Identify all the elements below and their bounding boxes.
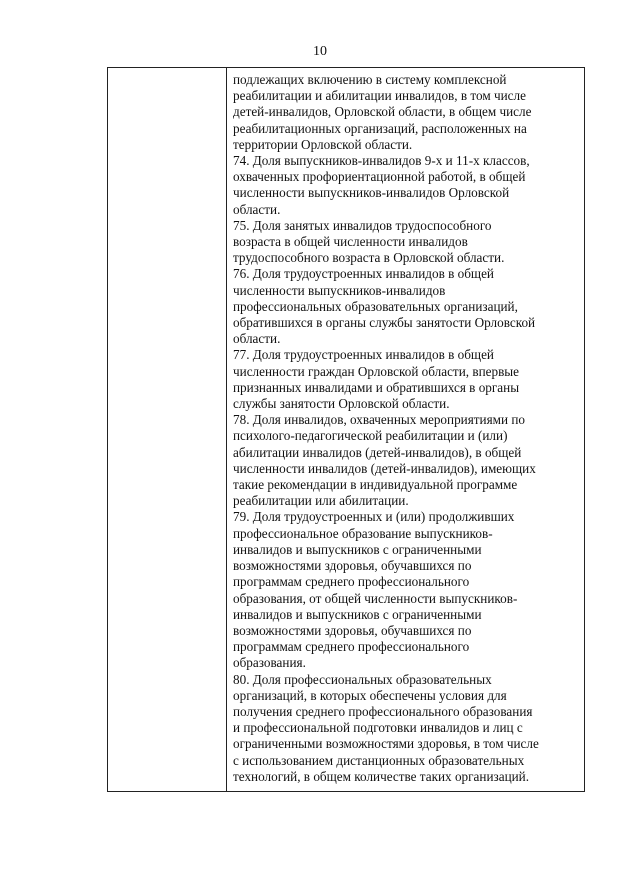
paragraph-item-77: 77. Доля трудоустроенных инвалидов в общей численности граждан Орловской области, впервые признанных инвалидами и обратившихся в органы службы занятости Орловской области. [233,347,520,412]
right-cell [227,68,585,792]
paragraph-item-74: 74. Доля выпускников-инвалидов 9-х и 11-х классов, охваченных профориентационной работой, в общей численности выпускников-инвалидов Орловской области. [233,153,530,217]
paragraph-item-75: 75. Доля занятых инвалидов трудоспособного возраста в общей численности инвалидов трудоспособного возраста в Орловской области. [233,217,505,266]
paragraph-continuation: подлежащих включению в систему комплексной реабилитации и абилитации инвалидов, в том числе детей-инвалидов, Орловской области, в общем числе реабилитационных организаций, расположенных на территории Орловской области. [233,72,532,152]
paragraph-item-76: 76. Доля трудоустроенных инвалидов в общей численности выпускников-инвалидов профессиональных образовательных организаций, обратившихся в органы службы занятости Орловской области. [233,266,536,347]
page-number: 10 [313,44,327,59]
left-cell [108,68,227,792]
paragraph-item-80: 80. Доля профессиональных образовательных организаций, в которых обеспечены условия для получения среднего профессионального образования и профессиональной подготовки инвалидов и лиц с ограниченными возможностями здоровья, в том числе с использованием дистанционных образовательных технологий, в общем количестве таких организаций. [233,671,539,784]
indicators-table [107,67,585,792]
paragraph-item-78: 78. Доля инвалидов, охваченных мероприятиями по психолого-педагогической реабилитации и (или) абилитации инвалидов (детей-инвалидов), в общей численности инвалидов (детей-инвалидов), имеющих такие рекомендации в индивидуальной программе реабилитации или абилитации. [233,412,536,509]
paragraph-item-79: 79. Доля трудоустроенных и (или) продолживших профессиональное образование выпускников- инвалидов и выпускников с ограниченными возможностями здоровья, обучавшихся по программам среднего профессионального образования, от общей численности выпускников- инвалидов и выпускников с ограниченными возможностями здоровья, обучавшихся по программам среднего профессионального образования. [233,509,518,671]
table-row [108,68,585,792]
